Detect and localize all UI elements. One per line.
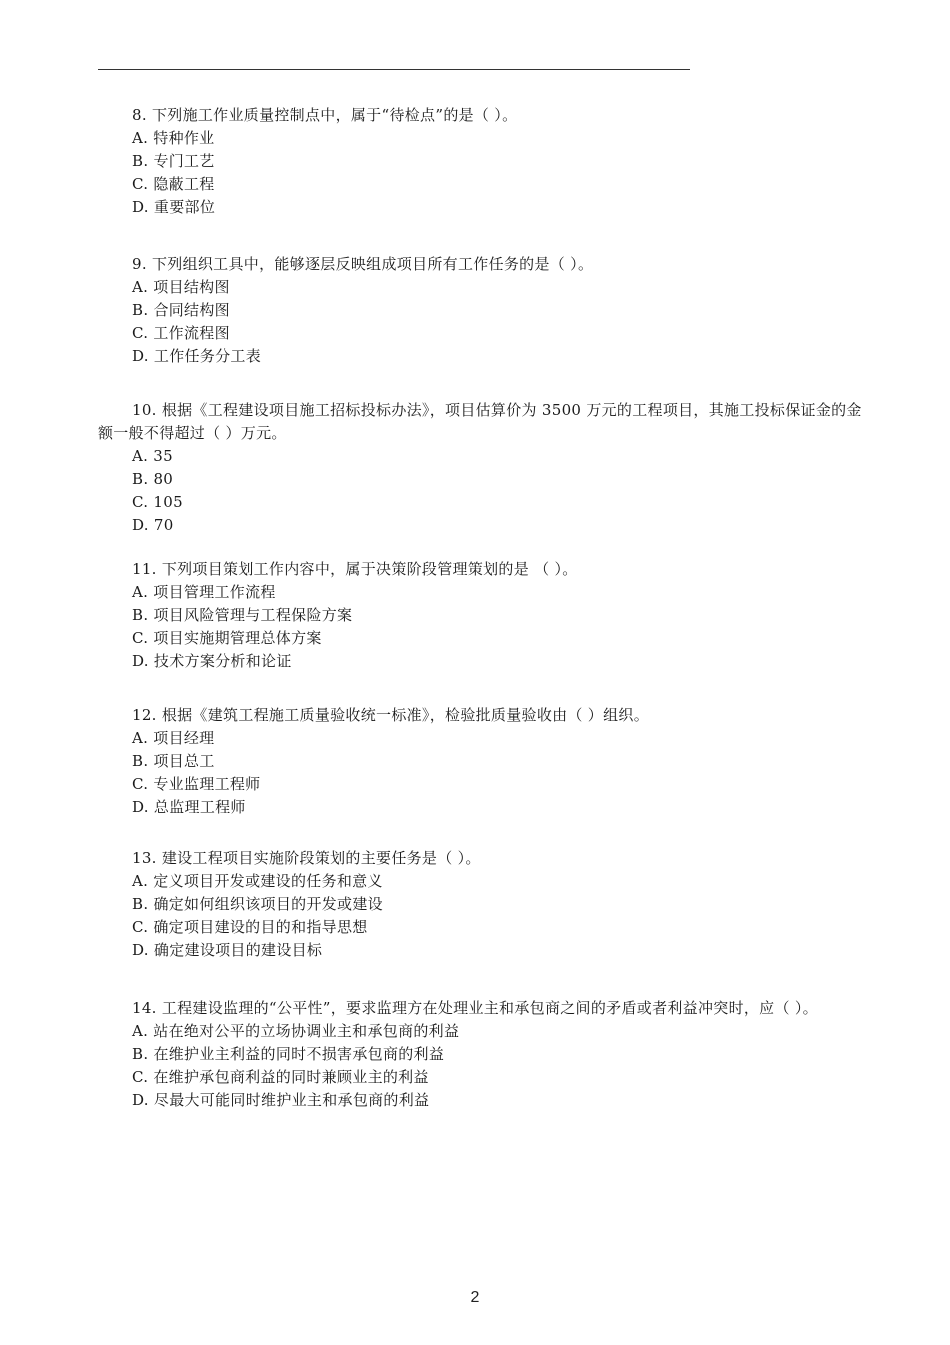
question-stem: 9. 下列组织工具中，能够逐层反映组成项目所有工作任务的是（ ）。	[132, 255, 594, 273]
option-c: C. 项目实施期管理总体方案	[132, 629, 322, 647]
question-11	[98, 558, 870, 673]
question-stem: 14. 工程建设监理的“公平性”，要求监理方在处理业主和承包商之间的矛盾或者利益冲突时，应（ ）。	[132, 999, 818, 1017]
option-b: B. 确定如何组织该项目的开发或建设	[132, 895, 383, 913]
option-d: D. 尽最大可能同时维护业主和承包商的利益	[132, 1091, 430, 1109]
question-stem: 12. 根据《建筑工程施工质量验收统一标准》，检验批质量验收由（ ）组织。	[132, 706, 649, 724]
option-a: A. 35	[132, 447, 173, 465]
question-stem: 8. 下列施工作业质量控制点中，属于“待检点”的是（ ）。	[132, 106, 518, 124]
option-b: B. 在维护业主利益的同时不损害承包商的利益	[132, 1045, 445, 1063]
option-a: A. 项目管理工作流程	[132, 583, 276, 601]
question-9	[98, 253, 870, 368]
options-list	[98, 581, 870, 673]
question-10	[98, 399, 870, 537]
option-b: B. 项目风险管理与工程保险方案	[132, 606, 353, 624]
option-b: B. 合同结构图	[132, 301, 230, 319]
header-rule	[98, 69, 690, 70]
options-list	[98, 870, 870, 962]
question-stem: 10. 根据《工程建设项目施工招标投标办法》，项目估算价为 3500 万元的工程项目，其施工投标保证金的金额一般不得超过（ ）万元。	[98, 401, 862, 442]
option-b: B. 80	[132, 470, 174, 488]
option-c: C. 确定项目建设的目的和指导思想	[132, 918, 368, 936]
option-a: A. 项目经理	[132, 729, 215, 747]
options-list	[98, 276, 870, 368]
question-stem: 13. 建设工程项目实施阶段策划的主要任务是（ ）。	[132, 849, 481, 867]
option-d: D. 重要部位	[132, 198, 216, 216]
options-list	[98, 445, 870, 537]
page-number: 2	[470, 1289, 480, 1306]
option-c: C. 105	[132, 493, 183, 511]
option-a: A. 定义项目开发或建设的任务和意义	[132, 872, 383, 890]
option-b: B. 专门工艺	[132, 152, 215, 170]
option-a: A. 站在绝对公平的立场协调业主和承包商的利益	[132, 1022, 460, 1040]
question-12	[98, 704, 870, 819]
option-c: C. 隐蔽工程	[132, 175, 215, 193]
option-d: D. 工作任务分工表	[132, 347, 262, 365]
option-c: C. 在维护承包商利益的同时兼顾业主的利益	[132, 1068, 429, 1086]
option-d: D. 确定建设项目的建设目标	[132, 941, 323, 959]
option-c: C. 工作流程图	[132, 324, 230, 342]
option-a: A. 特种作业	[132, 129, 215, 147]
option-d: D. 70	[132, 516, 174, 534]
question-stem: 11. 下列项目策划工作内容中，属于决策阶段管理策划的是 （ ）。	[132, 560, 578, 578]
options-list	[98, 727, 870, 819]
option-b: B. 项目总工	[132, 752, 215, 770]
question-13	[98, 847, 870, 962]
option-c: C. 专业监理工程师	[132, 775, 261, 793]
question-8	[98, 104, 870, 219]
question-14	[98, 997, 870, 1112]
option-a: A. 项目结构图	[132, 278, 230, 296]
options-list	[98, 127, 870, 219]
option-d: D. 技术方案分析和论证	[132, 652, 292, 670]
options-list	[98, 1020, 870, 1112]
option-d: D. 总监理工程师	[132, 798, 246, 816]
